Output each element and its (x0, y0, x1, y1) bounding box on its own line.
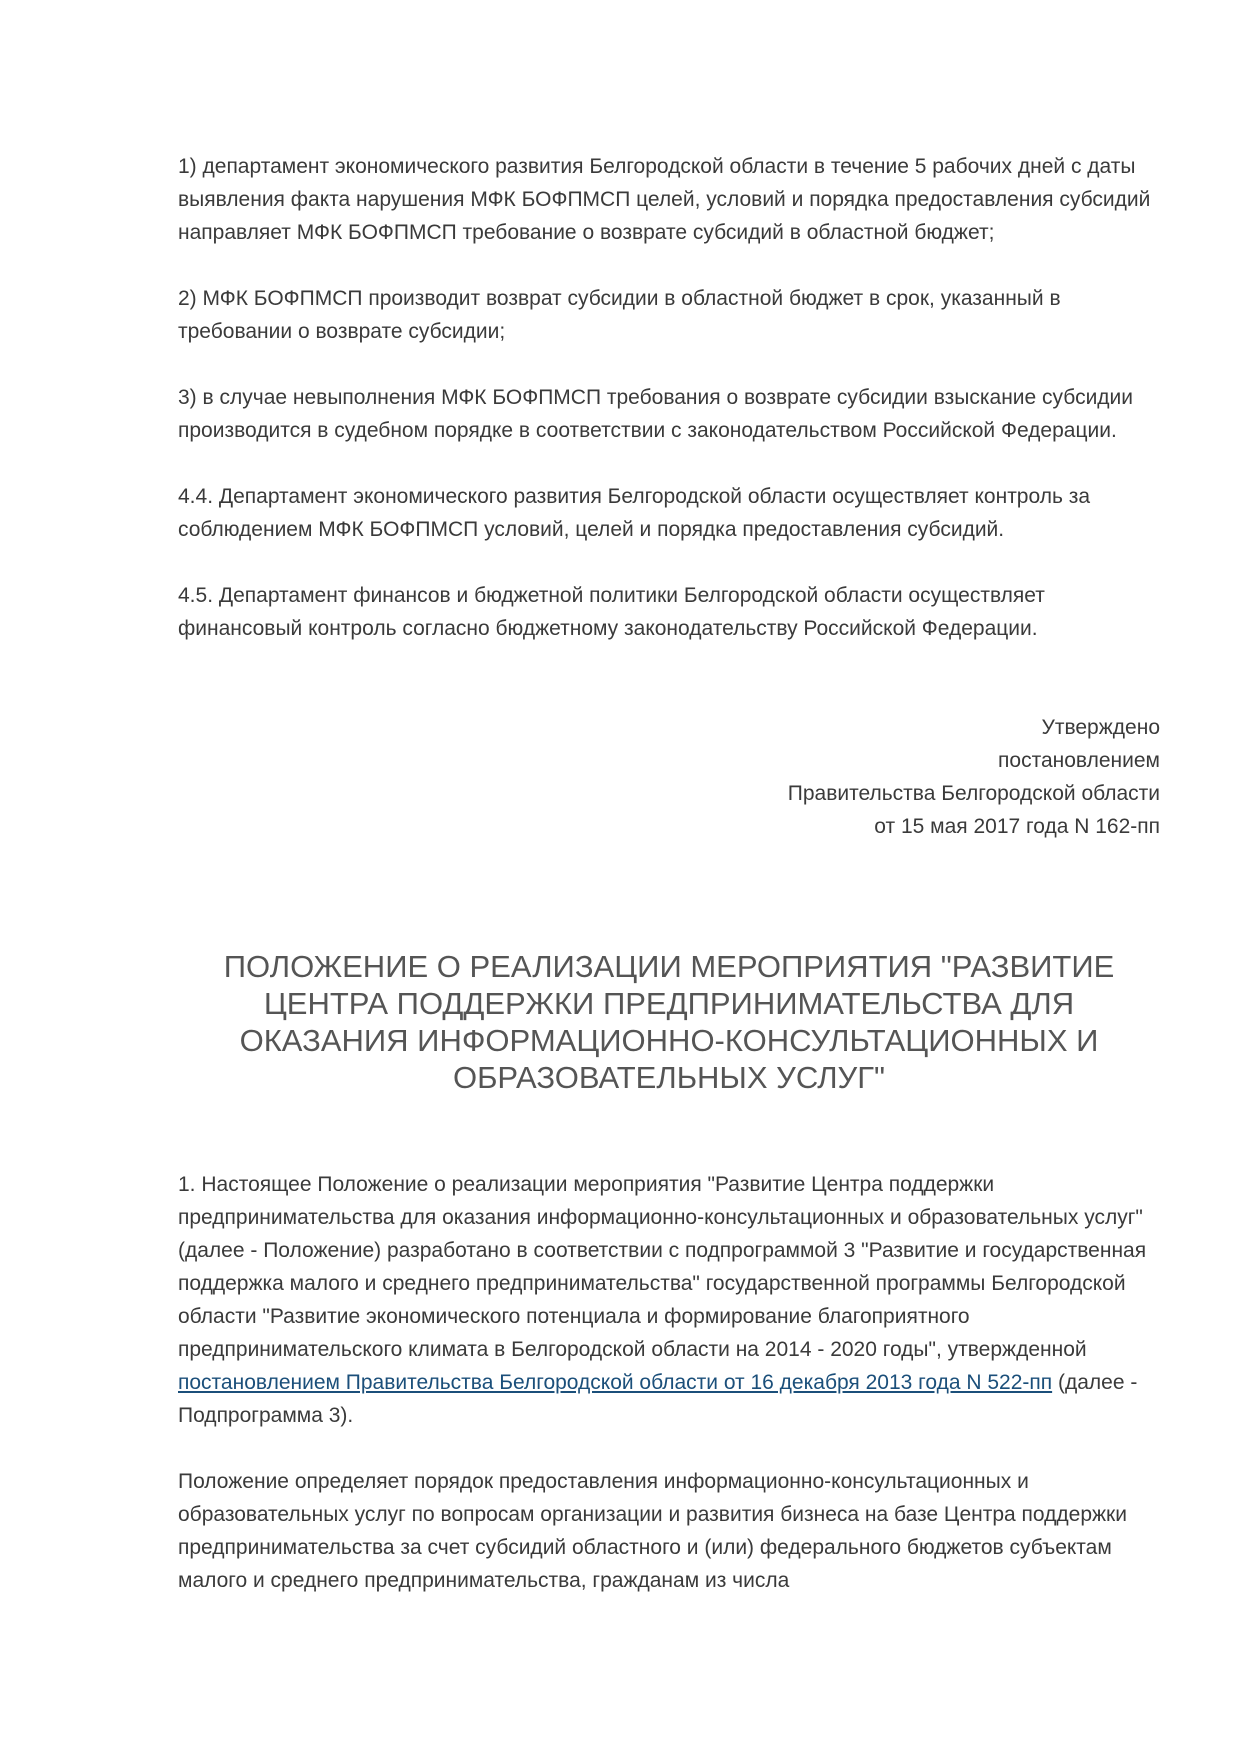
approval-line-date: от 15 мая 2017 года N 162-пп (874, 815, 1160, 838)
paragraph-subsidy-return-3: 3) в случае невыполнения МФК БОФПМСП требования о возврате субсидии взыскание субсидии производится в судебном порядке в соответствии с законодательством Российской Федерации. (178, 386, 1134, 442)
section-1-text-after-link: (далее - Подпрограмма 3). (178, 1371, 1138, 1427)
approval-line-government: Правительства Белгородской области (787, 782, 1160, 805)
paragraph-section-2: Положение определяет порядок предоставления информационно-консультационных и образовательных услуг по вопросам организации и развития бизнеса на базе Центра поддержки предпринимательства за счет субсидий областного и (или) федерального бюджетов субъектам малого и среднего предпринимательства, гражданам из числа (178, 1470, 1127, 1592)
document-page (178, 150, 1160, 1630)
paragraph-subsidy-return-1: 1) департамент экономического развития Белгородской области в течение 5 рабочих дней с даты выявления факта нарушения МФК БОФПМСП целей, условий и порядка предоставления субсидий направляет МФК БОФПМСП требование о возврате субсидий в областной бюджет; (178, 155, 1151, 244)
regulation-body (178, 1168, 1160, 1597)
paragraph-4-4: 4.4. Департамент экономического развития Белгородской области осуществляет контроль за соблюдением МФК БОФПМСП условий, целей и порядка предоставления субсидий. (178, 485, 1091, 541)
approval-line-approved: Утверждено (1041, 716, 1160, 739)
approval-block (178, 711, 1160, 843)
paragraph-section-1 (178, 1168, 1160, 1432)
paragraph-subsidy-return-2: 2) МФК БОФПМСП производит возврат субсидии в областной бюджет в срок, указанный в требовании о возврате субсидии; (178, 287, 1061, 343)
approval-line-resolution: постановлением (998, 749, 1160, 772)
resolution-522-link[interactable]: постановлением Правительства Белгородской области от 16 декабря 2013 года N 522-пп (178, 1371, 1053, 1394)
paragraph-4-5: 4.5. Департамент финансов и бюджетной политики Белгородской области осуществляет финансовый контроль согласно бюджетному законодательству Российской Федерации. (178, 584, 1045, 640)
section-1-text-before-link: 1. Настоящее Положение о реализации мероприятия "Развитие Центра поддержки предпринимательства для оказания информационно-консультационных и образовательных услуг" (далее - Положение) разработано в соответствии с подпрограммой 3 "Развитие и государственная поддержка малого и среднего предпринимательства" государственной программы Белгородской области "Развитие экономического потенциала и формирование благоприятного предпринимательского климата в Белгородской области на 2014 - 2020 годы", утвержденной (178, 1173, 1147, 1361)
document-title: ПОЛОЖЕНИЕ О РЕАЛИЗАЦИИ МЕРОПРИЯТИЯ "РАЗВИТИЕ ЦЕНТРА ПОДДЕРЖКИ ПРЕДПРИНИМАТЕЛЬСТВА ДЛЯ ОКАЗАНИЯ ИНФОРМАЦИОННО-КОНСУЛЬТАЦИОННЫХ И ОБРАЗОВАТЕЛЬНЫХ УСЛУГ" (223, 949, 1115, 1095)
